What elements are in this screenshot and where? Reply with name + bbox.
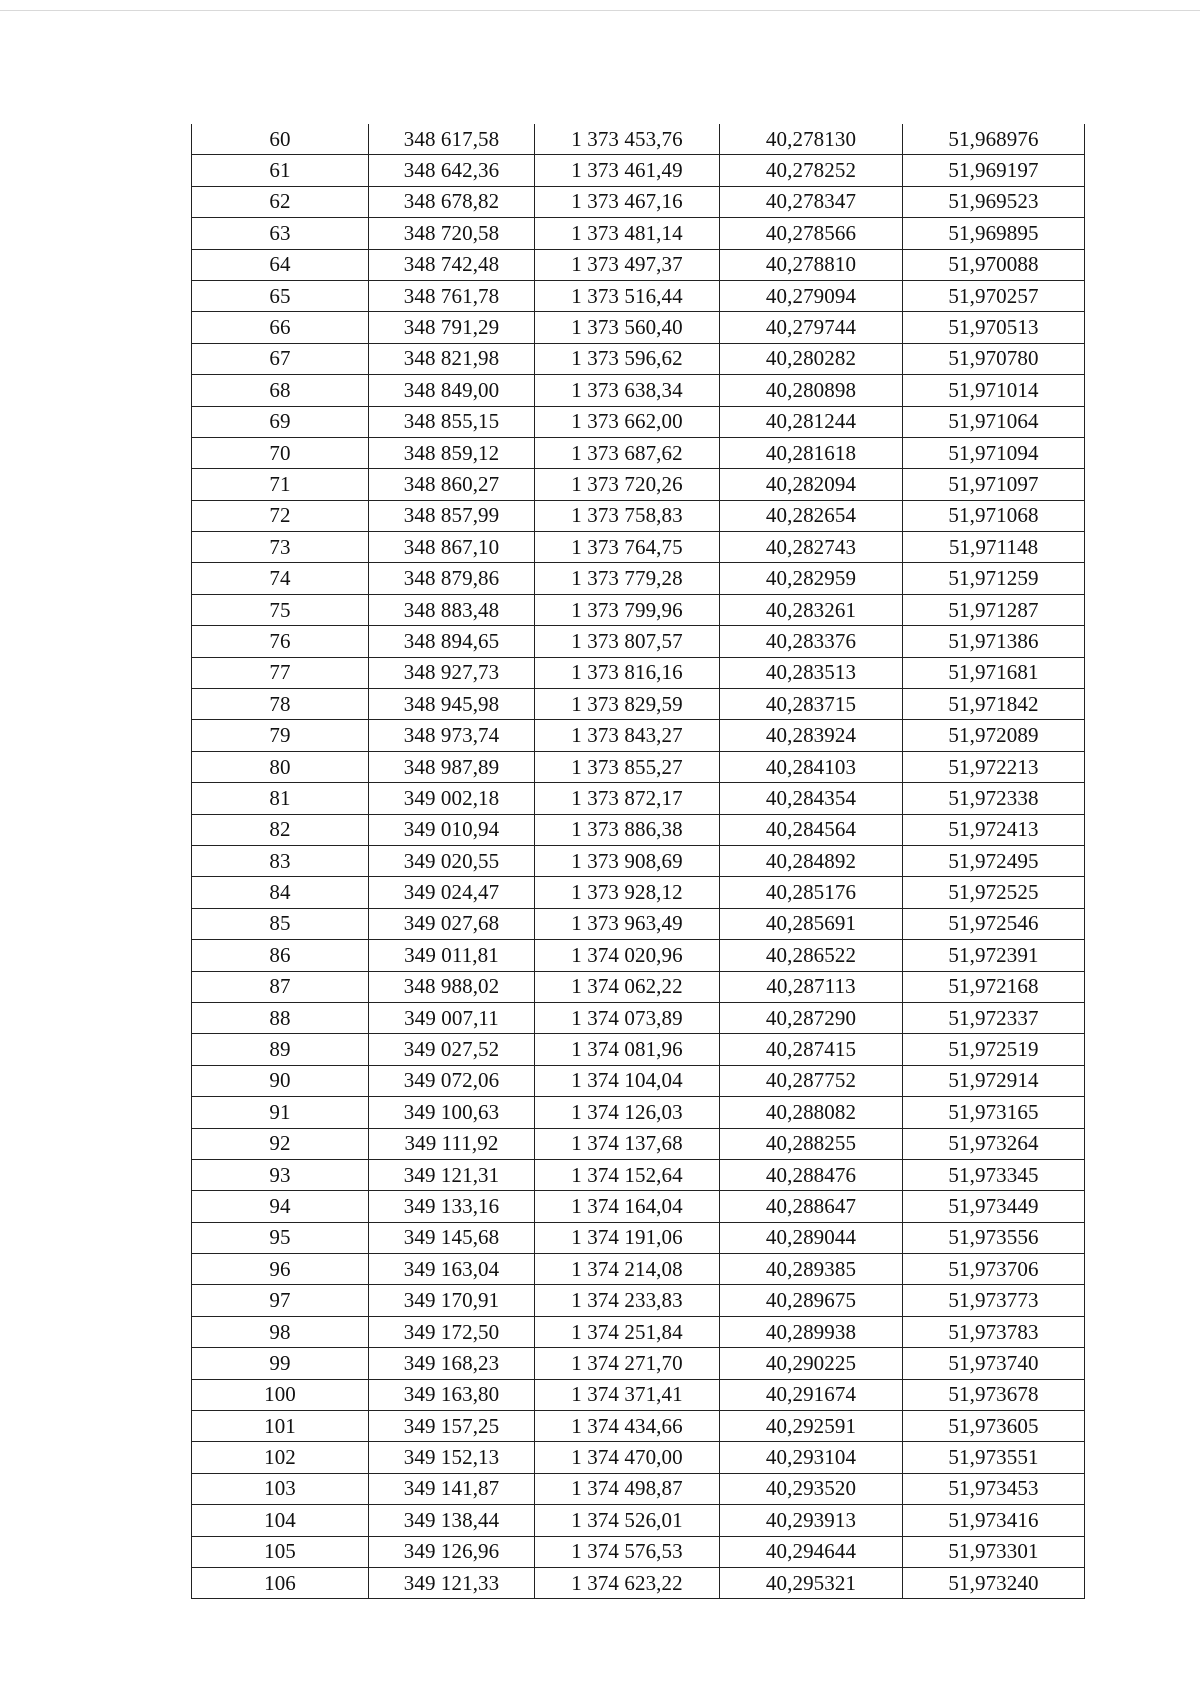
latitude-cell: 51,973453 bbox=[903, 1473, 1085, 1504]
latitude-cell: 51,969523 bbox=[903, 186, 1085, 217]
longitude-cell: 40,278566 bbox=[720, 218, 903, 249]
longitude-cell: 40,280898 bbox=[720, 375, 903, 406]
y-coordinate-cell: 1 374 164,04 bbox=[535, 1191, 720, 1222]
longitude-cell: 40,289385 bbox=[720, 1254, 903, 1285]
table-row bbox=[192, 186, 1085, 217]
latitude-cell: 51,971014 bbox=[903, 375, 1085, 406]
longitude-cell: 40,287113 bbox=[720, 971, 903, 1002]
table-row bbox=[192, 1379, 1085, 1410]
point-number-cell: 82 bbox=[192, 814, 369, 845]
longitude-cell: 40,285176 bbox=[720, 877, 903, 908]
longitude-cell: 40,287752 bbox=[720, 1065, 903, 1096]
y-coordinate-cell: 1 374 191,06 bbox=[535, 1222, 720, 1253]
table-row bbox=[192, 1128, 1085, 1159]
latitude-cell: 51,973773 bbox=[903, 1285, 1085, 1316]
table-row bbox=[192, 469, 1085, 500]
table-row bbox=[192, 155, 1085, 186]
x-coordinate-cell: 348 879,86 bbox=[369, 563, 535, 594]
point-number-cell: 61 bbox=[192, 155, 369, 186]
point-number-cell: 64 bbox=[192, 249, 369, 280]
table-row bbox=[192, 940, 1085, 971]
y-coordinate-cell: 1 373 886,38 bbox=[535, 814, 720, 845]
y-coordinate-cell: 1 373 461,49 bbox=[535, 155, 720, 186]
longitude-cell: 40,289675 bbox=[720, 1285, 903, 1316]
x-coordinate-cell: 349 141,87 bbox=[369, 1473, 535, 1504]
y-coordinate-cell: 1 373 872,17 bbox=[535, 783, 720, 814]
longitude-cell: 40,284892 bbox=[720, 845, 903, 876]
point-number-cell: 81 bbox=[192, 783, 369, 814]
point-number-cell: 87 bbox=[192, 971, 369, 1002]
x-coordinate-cell: 349 010,94 bbox=[369, 814, 535, 845]
x-coordinate-cell: 349 145,68 bbox=[369, 1222, 535, 1253]
x-coordinate-cell: 348 821,98 bbox=[369, 343, 535, 374]
x-coordinate-cell: 349 020,55 bbox=[369, 845, 535, 876]
y-coordinate-cell: 1 373 596,62 bbox=[535, 343, 720, 374]
table-row bbox=[192, 563, 1085, 594]
y-coordinate-cell: 1 374 526,01 bbox=[535, 1505, 720, 1536]
x-coordinate-cell: 348 945,98 bbox=[369, 689, 535, 720]
latitude-cell: 51,972213 bbox=[903, 751, 1085, 782]
latitude-cell: 51,970257 bbox=[903, 280, 1085, 311]
y-coordinate-cell: 1 374 271,70 bbox=[535, 1348, 720, 1379]
table-row bbox=[192, 532, 1085, 563]
latitude-cell: 51,971386 bbox=[903, 626, 1085, 657]
point-number-cell: 91 bbox=[192, 1097, 369, 1128]
table-row bbox=[192, 908, 1085, 939]
y-coordinate-cell: 1 374 470,00 bbox=[535, 1442, 720, 1473]
longitude-cell: 40,285691 bbox=[720, 908, 903, 939]
latitude-cell: 51,973345 bbox=[903, 1159, 1085, 1190]
y-coordinate-cell: 1 374 137,68 bbox=[535, 1128, 720, 1159]
x-coordinate-cell: 349 172,50 bbox=[369, 1316, 535, 1347]
longitude-cell: 40,295321 bbox=[720, 1567, 903, 1598]
y-coordinate-cell: 1 373 720,26 bbox=[535, 469, 720, 500]
latitude-cell: 51,973551 bbox=[903, 1442, 1085, 1473]
x-coordinate-cell: 348 742,48 bbox=[369, 249, 535, 280]
x-coordinate-cell: 348 987,89 bbox=[369, 751, 535, 782]
table-row bbox=[192, 500, 1085, 531]
table-row bbox=[192, 1285, 1085, 1316]
y-coordinate-cell: 1 373 908,69 bbox=[535, 845, 720, 876]
y-coordinate-cell: 1 374 152,64 bbox=[535, 1159, 720, 1190]
longitude-cell: 40,282654 bbox=[720, 500, 903, 531]
x-coordinate-cell: 349 168,23 bbox=[369, 1348, 535, 1379]
table-row bbox=[192, 1411, 1085, 1442]
x-coordinate-cell: 348 883,48 bbox=[369, 594, 535, 625]
y-coordinate-cell: 1 373 816,16 bbox=[535, 657, 720, 688]
y-coordinate-cell: 1 373 855,27 bbox=[535, 751, 720, 782]
point-number-cell: 68 bbox=[192, 375, 369, 406]
x-coordinate-cell: 348 678,82 bbox=[369, 186, 535, 217]
longitude-cell: 40,284564 bbox=[720, 814, 903, 845]
point-number-cell: 63 bbox=[192, 218, 369, 249]
table-row bbox=[192, 1002, 1085, 1033]
point-number-cell: 77 bbox=[192, 657, 369, 688]
x-coordinate-cell: 349 157,25 bbox=[369, 1411, 535, 1442]
latitude-cell: 51,971068 bbox=[903, 500, 1085, 531]
longitude-cell: 40,292591 bbox=[720, 1411, 903, 1442]
point-number-cell: 74 bbox=[192, 563, 369, 594]
point-number-cell: 102 bbox=[192, 1442, 369, 1473]
x-coordinate-cell: 348 973,74 bbox=[369, 720, 535, 751]
longitude-cell: 40,279094 bbox=[720, 280, 903, 311]
y-coordinate-cell: 1 373 963,49 bbox=[535, 908, 720, 939]
table-row bbox=[192, 406, 1085, 437]
table-row bbox=[192, 594, 1085, 625]
table-row bbox=[192, 1567, 1085, 1598]
longitude-cell: 40,284103 bbox=[720, 751, 903, 782]
point-number-cell: 75 bbox=[192, 594, 369, 625]
y-coordinate-cell: 1 373 481,14 bbox=[535, 218, 720, 249]
point-number-cell: 106 bbox=[192, 1567, 369, 1598]
y-coordinate-cell: 1 374 020,96 bbox=[535, 940, 720, 971]
longitude-cell: 40,293104 bbox=[720, 1442, 903, 1473]
latitude-cell: 51,972519 bbox=[903, 1034, 1085, 1065]
point-number-cell: 80 bbox=[192, 751, 369, 782]
point-number-cell: 78 bbox=[192, 689, 369, 720]
longitude-cell: 40,290225 bbox=[720, 1348, 903, 1379]
coordinates-table-container bbox=[191, 124, 1084, 1599]
point-number-cell: 67 bbox=[192, 343, 369, 374]
latitude-cell: 51,972495 bbox=[903, 845, 1085, 876]
latitude-cell: 51,973301 bbox=[903, 1536, 1085, 1567]
table-row bbox=[192, 1473, 1085, 1504]
point-number-cell: 84 bbox=[192, 877, 369, 908]
x-coordinate-cell: 348 860,27 bbox=[369, 469, 535, 500]
table-row bbox=[192, 657, 1085, 688]
longitude-cell: 40,294644 bbox=[720, 1536, 903, 1567]
longitude-cell: 40,284354 bbox=[720, 783, 903, 814]
latitude-cell: 51,973416 bbox=[903, 1505, 1085, 1536]
longitude-cell: 40,283513 bbox=[720, 657, 903, 688]
table-row bbox=[192, 783, 1085, 814]
point-number-cell: 76 bbox=[192, 626, 369, 657]
table-row bbox=[192, 343, 1085, 374]
latitude-cell: 51,973706 bbox=[903, 1254, 1085, 1285]
latitude-cell: 51,972337 bbox=[903, 1002, 1085, 1033]
table-row bbox=[192, 1505, 1085, 1536]
y-coordinate-cell: 1 373 687,62 bbox=[535, 437, 720, 468]
point-number-cell: 69 bbox=[192, 406, 369, 437]
y-coordinate-cell: 1 373 662,00 bbox=[535, 406, 720, 437]
point-number-cell: 101 bbox=[192, 1411, 369, 1442]
latitude-cell: 51,971842 bbox=[903, 689, 1085, 720]
x-coordinate-cell: 348 761,78 bbox=[369, 280, 535, 311]
x-coordinate-cell: 348 720,58 bbox=[369, 218, 535, 249]
x-coordinate-cell: 349 072,06 bbox=[369, 1065, 535, 1096]
latitude-cell: 51,972168 bbox=[903, 971, 1085, 1002]
longitude-cell: 40,288255 bbox=[720, 1128, 903, 1159]
table-row bbox=[192, 1034, 1085, 1065]
point-number-cell: 90 bbox=[192, 1065, 369, 1096]
table-row bbox=[192, 971, 1085, 1002]
latitude-cell: 51,971148 bbox=[903, 532, 1085, 563]
table-row bbox=[192, 1536, 1085, 1567]
longitude-cell: 40,293520 bbox=[720, 1473, 903, 1504]
y-coordinate-cell: 1 374 081,96 bbox=[535, 1034, 720, 1065]
latitude-cell: 51,970513 bbox=[903, 312, 1085, 343]
table-row bbox=[192, 437, 1085, 468]
x-coordinate-cell: 349 152,13 bbox=[369, 1442, 535, 1473]
y-coordinate-cell: 1 373 467,16 bbox=[535, 186, 720, 217]
longitude-cell: 40,291674 bbox=[720, 1379, 903, 1410]
table-row bbox=[192, 280, 1085, 311]
y-coordinate-cell: 1 373 497,37 bbox=[535, 249, 720, 280]
table-row bbox=[192, 1442, 1085, 1473]
y-coordinate-cell: 1 373 560,40 bbox=[535, 312, 720, 343]
point-number-cell: 94 bbox=[192, 1191, 369, 1222]
x-coordinate-cell: 348 855,15 bbox=[369, 406, 535, 437]
x-coordinate-cell: 348 857,99 bbox=[369, 500, 535, 531]
longitude-cell: 40,278252 bbox=[720, 155, 903, 186]
longitude-cell: 40,289938 bbox=[720, 1316, 903, 1347]
x-coordinate-cell: 348 791,29 bbox=[369, 312, 535, 343]
longitude-cell: 40,278810 bbox=[720, 249, 903, 280]
y-coordinate-cell: 1 374 214,08 bbox=[535, 1254, 720, 1285]
point-number-cell: 96 bbox=[192, 1254, 369, 1285]
x-coordinate-cell: 349 121,33 bbox=[369, 1567, 535, 1598]
latitude-cell: 51,973783 bbox=[903, 1316, 1085, 1347]
x-coordinate-cell: 349 126,96 bbox=[369, 1536, 535, 1567]
x-coordinate-cell: 349 163,80 bbox=[369, 1379, 535, 1410]
y-coordinate-cell: 1 374 434,66 bbox=[535, 1411, 720, 1442]
x-coordinate-cell: 349 024,47 bbox=[369, 877, 535, 908]
latitude-cell: 51,970780 bbox=[903, 343, 1085, 374]
x-coordinate-cell: 349 027,52 bbox=[369, 1034, 535, 1065]
longitude-cell: 40,281244 bbox=[720, 406, 903, 437]
table-row bbox=[192, 375, 1085, 406]
latitude-cell: 51,971287 bbox=[903, 594, 1085, 625]
x-coordinate-cell: 349 121,31 bbox=[369, 1159, 535, 1190]
x-coordinate-cell: 348 988,02 bbox=[369, 971, 535, 1002]
latitude-cell: 51,973165 bbox=[903, 1097, 1085, 1128]
table-row bbox=[192, 626, 1085, 657]
latitude-cell: 51,972413 bbox=[903, 814, 1085, 845]
table-row bbox=[192, 1159, 1085, 1190]
latitude-cell: 51,973605 bbox=[903, 1411, 1085, 1442]
longitude-cell: 40,279744 bbox=[720, 312, 903, 343]
longitude-cell: 40,278130 bbox=[720, 124, 903, 155]
point-number-cell: 60 bbox=[192, 124, 369, 155]
point-number-cell: 88 bbox=[192, 1002, 369, 1033]
x-coordinate-cell: 349 002,18 bbox=[369, 783, 535, 814]
table-row bbox=[192, 720, 1085, 751]
longitude-cell: 40,293913 bbox=[720, 1505, 903, 1536]
latitude-cell: 51,971064 bbox=[903, 406, 1085, 437]
x-coordinate-cell: 349 111,92 bbox=[369, 1128, 535, 1159]
y-coordinate-cell: 1 374 371,41 bbox=[535, 1379, 720, 1410]
point-number-cell: 93 bbox=[192, 1159, 369, 1190]
longitude-cell: 40,286522 bbox=[720, 940, 903, 971]
point-number-cell: 70 bbox=[192, 437, 369, 468]
point-number-cell: 62 bbox=[192, 186, 369, 217]
longitude-cell: 40,282743 bbox=[720, 532, 903, 563]
y-coordinate-cell: 1 373 829,59 bbox=[535, 689, 720, 720]
x-coordinate-cell: 348 642,36 bbox=[369, 155, 535, 186]
latitude-cell: 51,973678 bbox=[903, 1379, 1085, 1410]
y-coordinate-cell: 1 373 764,75 bbox=[535, 532, 720, 563]
longitude-cell: 40,282094 bbox=[720, 469, 903, 500]
point-number-cell: 66 bbox=[192, 312, 369, 343]
y-coordinate-cell: 1 373 799,96 bbox=[535, 594, 720, 625]
latitude-cell: 51,968976 bbox=[903, 124, 1085, 155]
latitude-cell: 51,971681 bbox=[903, 657, 1085, 688]
latitude-cell: 51,973264 bbox=[903, 1128, 1085, 1159]
longitude-cell: 40,281618 bbox=[720, 437, 903, 468]
x-coordinate-cell: 348 927,73 bbox=[369, 657, 535, 688]
table-row bbox=[192, 877, 1085, 908]
point-number-cell: 105 bbox=[192, 1536, 369, 1567]
latitude-cell: 51,973556 bbox=[903, 1222, 1085, 1253]
longitude-cell: 40,283924 bbox=[720, 720, 903, 751]
table-row bbox=[192, 312, 1085, 343]
longitude-cell: 40,283261 bbox=[720, 594, 903, 625]
table-row bbox=[192, 218, 1085, 249]
latitude-cell: 51,971097 bbox=[903, 469, 1085, 500]
coordinates-table-body bbox=[192, 124, 1085, 1599]
longitude-cell: 40,287290 bbox=[720, 1002, 903, 1033]
y-coordinate-cell: 1 374 233,83 bbox=[535, 1285, 720, 1316]
point-number-cell: 98 bbox=[192, 1316, 369, 1347]
point-number-cell: 72 bbox=[192, 500, 369, 531]
point-number-cell: 73 bbox=[192, 532, 369, 563]
table-row bbox=[192, 249, 1085, 280]
point-number-cell: 100 bbox=[192, 1379, 369, 1410]
x-coordinate-cell: 348 849,00 bbox=[369, 375, 535, 406]
latitude-cell: 51,973449 bbox=[903, 1191, 1085, 1222]
point-number-cell: 85 bbox=[192, 908, 369, 939]
table-row bbox=[192, 1316, 1085, 1347]
y-coordinate-cell: 1 373 516,44 bbox=[535, 280, 720, 311]
latitude-cell: 51,972525 bbox=[903, 877, 1085, 908]
table-row bbox=[192, 1065, 1085, 1096]
x-coordinate-cell: 348 859,12 bbox=[369, 437, 535, 468]
point-number-cell: 95 bbox=[192, 1222, 369, 1253]
y-coordinate-cell: 1 374 498,87 bbox=[535, 1473, 720, 1504]
y-coordinate-cell: 1 373 453,76 bbox=[535, 124, 720, 155]
table-row bbox=[192, 751, 1085, 782]
y-coordinate-cell: 1 373 758,83 bbox=[535, 500, 720, 531]
longitude-cell: 40,288476 bbox=[720, 1159, 903, 1190]
point-number-cell: 86 bbox=[192, 940, 369, 971]
x-coordinate-cell: 349 133,16 bbox=[369, 1191, 535, 1222]
latitude-cell: 51,972546 bbox=[903, 908, 1085, 939]
x-coordinate-cell: 349 100,63 bbox=[369, 1097, 535, 1128]
point-number-cell: 71 bbox=[192, 469, 369, 500]
longitude-cell: 40,280282 bbox=[720, 343, 903, 374]
x-coordinate-cell: 348 894,65 bbox=[369, 626, 535, 657]
y-coordinate-cell: 1 374 576,53 bbox=[535, 1536, 720, 1567]
table-row bbox=[192, 689, 1085, 720]
y-coordinate-cell: 1 373 928,12 bbox=[535, 877, 720, 908]
longitude-cell: 40,283715 bbox=[720, 689, 903, 720]
longitude-cell: 40,289044 bbox=[720, 1222, 903, 1253]
longitude-cell: 40,278347 bbox=[720, 186, 903, 217]
longitude-cell: 40,283376 bbox=[720, 626, 903, 657]
latitude-cell: 51,971259 bbox=[903, 563, 1085, 594]
y-coordinate-cell: 1 374 126,03 bbox=[535, 1097, 720, 1128]
longitude-cell: 40,282959 bbox=[720, 563, 903, 594]
longitude-cell: 40,288647 bbox=[720, 1191, 903, 1222]
x-coordinate-cell: 349 163,04 bbox=[369, 1254, 535, 1285]
table-row bbox=[192, 1348, 1085, 1379]
y-coordinate-cell: 1 374 251,84 bbox=[535, 1316, 720, 1347]
scan-top-edge bbox=[0, 10, 1200, 11]
table-row bbox=[192, 1254, 1085, 1285]
latitude-cell: 51,970088 bbox=[903, 249, 1085, 280]
latitude-cell: 51,972089 bbox=[903, 720, 1085, 751]
point-number-cell: 79 bbox=[192, 720, 369, 751]
point-number-cell: 97 bbox=[192, 1285, 369, 1316]
latitude-cell: 51,971094 bbox=[903, 437, 1085, 468]
point-number-cell: 104 bbox=[192, 1505, 369, 1536]
y-coordinate-cell: 1 374 062,22 bbox=[535, 971, 720, 1002]
latitude-cell: 51,972914 bbox=[903, 1065, 1085, 1096]
point-number-cell: 99 bbox=[192, 1348, 369, 1379]
table-row bbox=[192, 845, 1085, 876]
y-coordinate-cell: 1 374 073,89 bbox=[535, 1002, 720, 1033]
y-coordinate-cell: 1 373 638,34 bbox=[535, 375, 720, 406]
latitude-cell: 51,972338 bbox=[903, 783, 1085, 814]
latitude-cell: 51,972391 bbox=[903, 940, 1085, 971]
x-coordinate-cell: 349 138,44 bbox=[369, 1505, 535, 1536]
table-row bbox=[192, 1191, 1085, 1222]
point-number-cell: 83 bbox=[192, 845, 369, 876]
y-coordinate-cell: 1 374 623,22 bbox=[535, 1567, 720, 1598]
x-coordinate-cell: 349 170,91 bbox=[369, 1285, 535, 1316]
x-coordinate-cell: 348 867,10 bbox=[369, 532, 535, 563]
x-coordinate-cell: 349 007,11 bbox=[369, 1002, 535, 1033]
point-number-cell: 89 bbox=[192, 1034, 369, 1065]
x-coordinate-cell: 348 617,58 bbox=[369, 124, 535, 155]
longitude-cell: 40,288082 bbox=[720, 1097, 903, 1128]
y-coordinate-cell: 1 373 807,57 bbox=[535, 626, 720, 657]
point-number-cell: 65 bbox=[192, 280, 369, 311]
y-coordinate-cell: 1 374 104,04 bbox=[535, 1065, 720, 1096]
y-coordinate-cell: 1 373 843,27 bbox=[535, 720, 720, 751]
latitude-cell: 51,969895 bbox=[903, 218, 1085, 249]
y-coordinate-cell: 1 373 779,28 bbox=[535, 563, 720, 594]
table-row bbox=[192, 814, 1085, 845]
latitude-cell: 51,969197 bbox=[903, 155, 1085, 186]
table-row bbox=[192, 1222, 1085, 1253]
x-coordinate-cell: 349 011,81 bbox=[369, 940, 535, 971]
latitude-cell: 51,973740 bbox=[903, 1348, 1085, 1379]
point-number-cell: 92 bbox=[192, 1128, 369, 1159]
latitude-cell: 51,973240 bbox=[903, 1567, 1085, 1598]
longitude-cell: 40,287415 bbox=[720, 1034, 903, 1065]
coordinates-table bbox=[191, 124, 1085, 1599]
x-coordinate-cell: 349 027,68 bbox=[369, 908, 535, 939]
point-number-cell: 103 bbox=[192, 1473, 369, 1504]
table-row bbox=[192, 124, 1085, 155]
table-row bbox=[192, 1097, 1085, 1128]
